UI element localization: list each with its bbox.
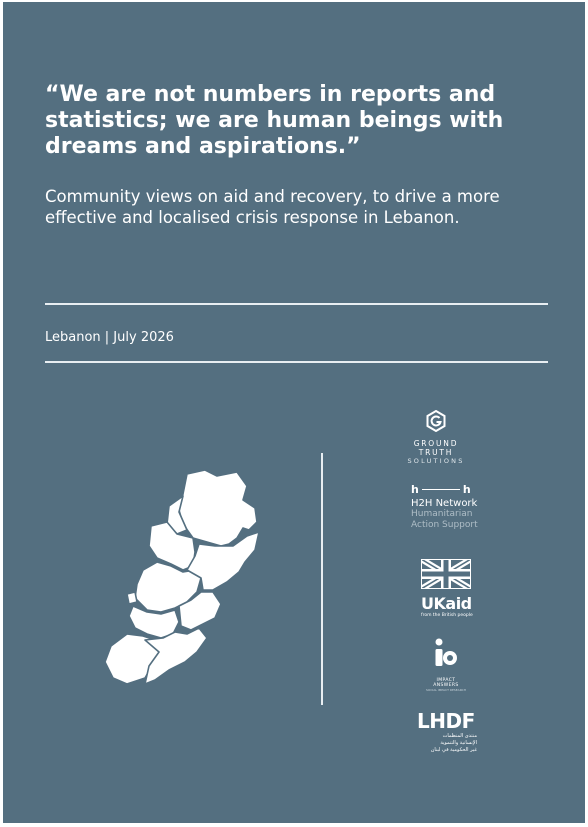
h2h-mark-line [422,489,460,490]
h2h-network-logo [411,483,491,531]
cover-quote: “We are not numbers in reports and statistics; we are human beings with dreams and aspirations.” [45,82,504,159]
h2h-tag-line-1: Humanitarian [411,509,473,519]
h2h-tag-line-2: Action Support [411,520,478,530]
h2h-mark-left: h [411,483,419,496]
ukaid-word: UKaid [421,594,472,613]
top-divider [45,303,548,305]
ground-truth-solutions-logo [399,410,473,465]
ukaid-logo [421,559,473,618]
lebanon-map-icon [87,466,263,692]
h2h-mark-right: h [462,483,471,496]
report-cover [3,2,585,823]
ia-name: IMPACT ANSWERS [433,678,459,688]
lhdf-arabic-line-2: الإنسانية والتنموية [440,740,477,746]
map-region-beirut [127,592,137,604]
lhdf-logo-icon: LHDF [417,709,475,733]
gts-name: GROUND TRUTH [413,439,459,457]
cover-subtitle: Community views on aid and recovery, to drive a more effective and localised crisis response in Lebanon. [45,187,500,227]
ia-tagline: SOCIAL IMPACT RESEARCH [425,688,466,692]
h2h-title: H2H Network [411,498,478,509]
map-region-north [179,470,257,546]
lhdf-arabic-line-3: غير الحكومية في لبنان [430,747,477,753]
vertical-divider [321,453,323,705]
place-date: Lebanon | July 2026 [45,330,174,345]
bottom-divider [45,361,548,363]
ground-truth-solutions-logo-icon [426,410,446,432]
impact-answers-logo [423,638,469,692]
ukaid-tagline: from the British people [421,613,473,618]
h2h-network-logo-icon [411,483,491,496]
gts-sub: SOLUTIONS [407,457,465,465]
lhdf-logo [417,709,477,754]
union-jack-flag-icon [421,559,471,589]
lhdf-arabic-line-1: منتدى المنظمات [442,733,477,739]
impact-answers-logo-icon [433,638,459,670]
